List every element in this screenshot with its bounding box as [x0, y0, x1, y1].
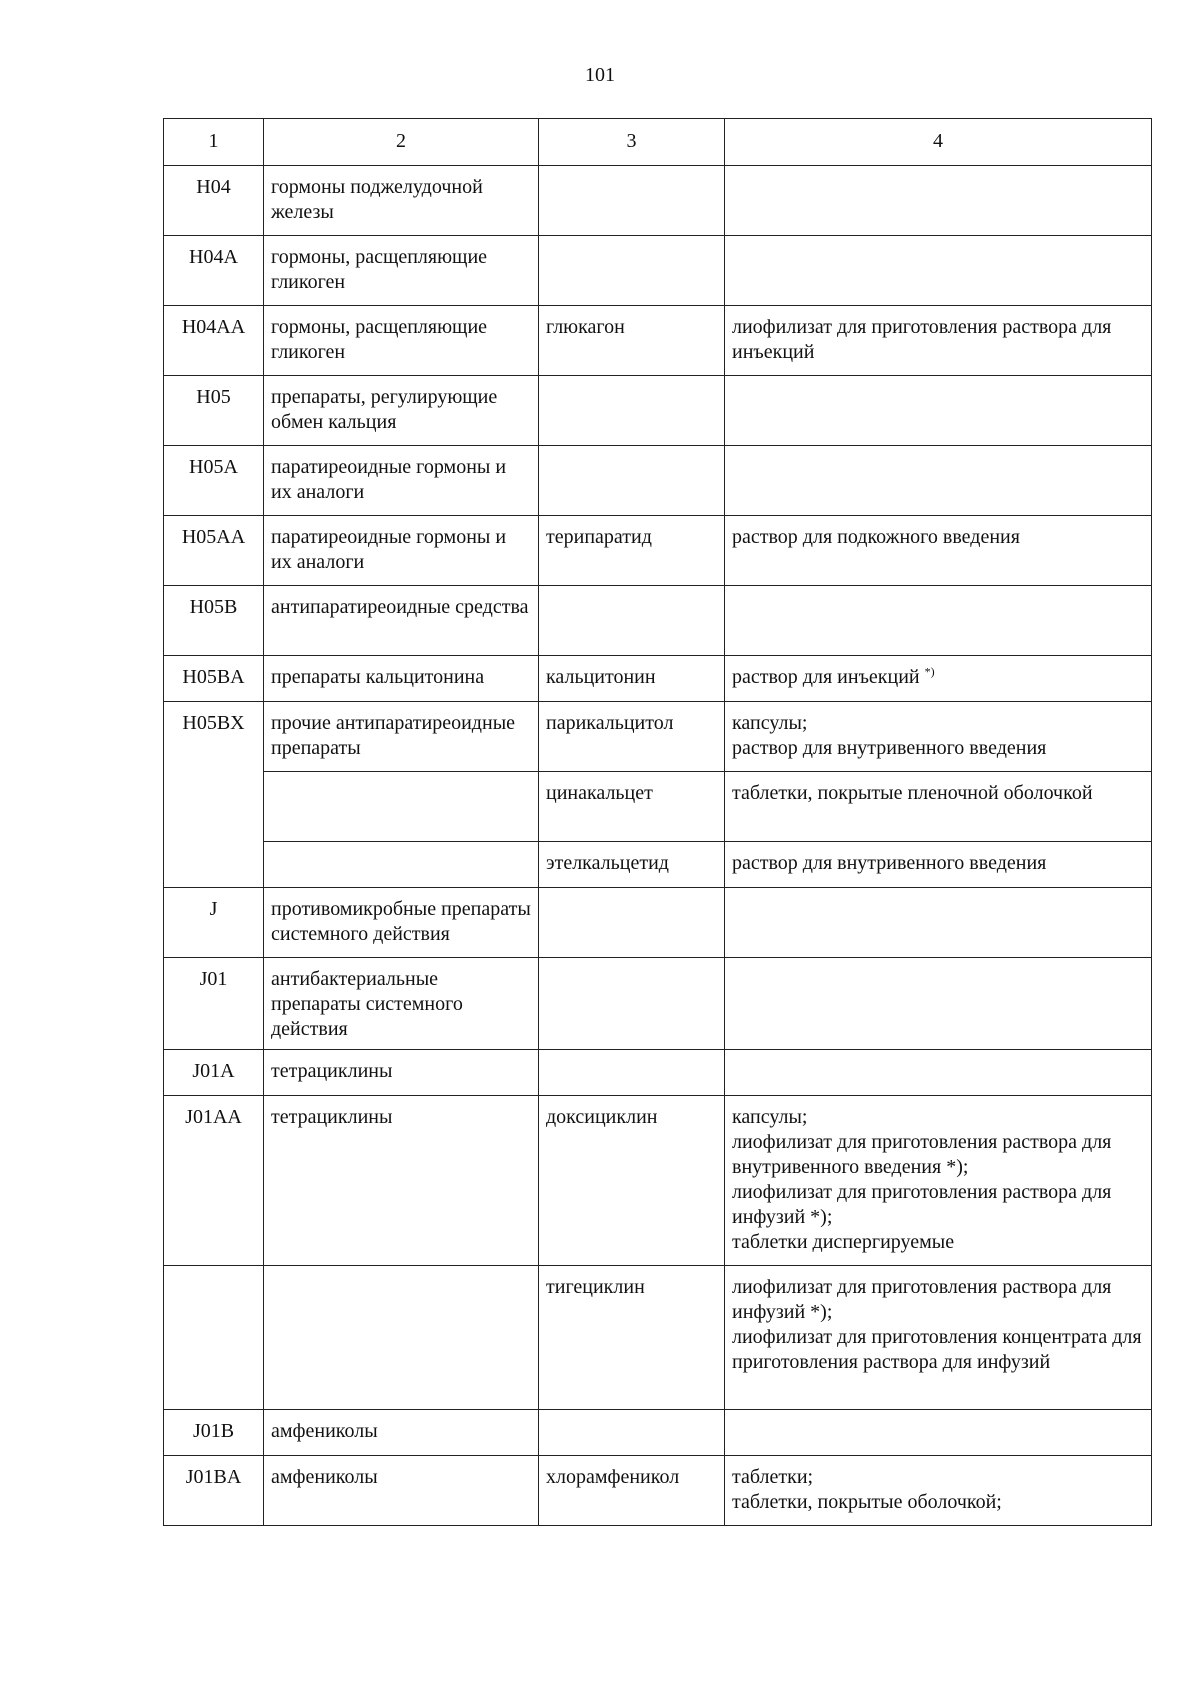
table-row — [164, 1096, 1152, 1266]
group-cell: прочие антипаратиреоидные препараты — [264, 702, 539, 772]
atc-code-cell: J01B — [164, 1410, 264, 1456]
atc-code-cell: H05AA — [164, 516, 264, 586]
group-cell: антипаратиреоидные средства — [264, 586, 539, 656]
group-cell: паратиреоидные гормоны и их аналоги — [264, 516, 539, 586]
column-header: 3 — [539, 119, 725, 166]
atc-code-cell: H05BX — [164, 702, 264, 772]
dosage-form-cell — [725, 656, 1152, 702]
dosage-form-cell — [725, 958, 1152, 1050]
footnote-mark: *) — [924, 664, 935, 679]
atc-code-cell — [164, 772, 264, 842]
group-cell: гормоны, расщепляющие гликоген — [264, 236, 539, 306]
group-cell: антибактериальные препараты системного действия — [264, 958, 539, 1050]
group-cell — [264, 1266, 539, 1410]
table-row — [164, 1456, 1152, 1526]
table-row — [164, 516, 1152, 586]
dosage-form-cell — [725, 1410, 1152, 1456]
atc-code-cell: H04AA — [164, 306, 264, 376]
atc-code-cell: J01 — [164, 958, 264, 1050]
table-row — [164, 236, 1152, 306]
group-cell: гормоны, расщепляющие гликоген — [264, 306, 539, 376]
group-cell: паратиреоидные гормоны и их аналоги — [264, 446, 539, 516]
dosage-form-cell — [725, 772, 1152, 842]
atc-code-cell: H04 — [164, 166, 264, 236]
dosage-form-cell — [725, 1096, 1152, 1266]
group-cell: тетрациклины — [264, 1096, 539, 1266]
dosage-form-cell — [725, 1050, 1152, 1096]
table-row — [164, 842, 1152, 888]
dosage-form-cell — [725, 842, 1152, 888]
drug-name-cell — [539, 236, 725, 306]
dosage-form-line: раствор для подкожного введения — [732, 526, 1020, 548]
drug-name-cell — [539, 1050, 725, 1096]
atc-code-cell: H04A — [164, 236, 264, 306]
table-row — [164, 1050, 1152, 1096]
drug-name-cell — [539, 888, 725, 958]
dosage-form-cell — [725, 166, 1152, 236]
atc-code-cell: J01BA — [164, 1456, 264, 1526]
table-row — [164, 702, 1152, 772]
table-row — [164, 1266, 1152, 1410]
dosage-form-cell — [725, 1266, 1152, 1410]
atc-code-cell: H05A — [164, 446, 264, 516]
drug-name-cell — [539, 446, 725, 516]
dosage-form-line: лиофилизат для приготовления раствора для внутривенного введения *); — [732, 1131, 1112, 1178]
drug-name-cell — [539, 586, 725, 656]
group-cell — [264, 772, 539, 842]
drug-name-cell: этелкальцетид — [539, 842, 725, 888]
drug-name-cell: цинакальцет — [539, 772, 725, 842]
dosage-form-line: лиофилизат для приготовления раствора для инфузий *); — [732, 1276, 1112, 1323]
group-cell — [264, 842, 539, 888]
table-row — [164, 586, 1152, 656]
dosage-form-cell — [725, 236, 1152, 306]
atc-code-cell: J — [164, 888, 264, 958]
dosage-form-cell — [725, 888, 1152, 958]
dosage-form-line: таблетки, покрытые пленочной оболочкой — [732, 782, 1093, 804]
dosage-form-line: раствор для инъекций — [732, 666, 920, 688]
table-row — [164, 958, 1152, 1050]
dosage-form-line: лиофилизат для приготовления концентрата для приготовления раствора для инфузий — [732, 1326, 1142, 1373]
table-header-row — [164, 119, 1152, 166]
column-header: 2 — [264, 119, 539, 166]
column-header: 1 — [164, 119, 264, 166]
table-row — [164, 888, 1152, 958]
drug-name-cell: глюкагон — [539, 306, 725, 376]
dosage-form-line: таблетки; — [732, 1466, 814, 1488]
table-row — [164, 446, 1152, 516]
drug-name-cell: парикальцитол — [539, 702, 725, 772]
drug-name-cell: тигециклин — [539, 1266, 725, 1410]
drug-name-cell: доксициклин — [539, 1096, 725, 1266]
dosage-form-cell — [725, 1456, 1152, 1526]
dosage-form-cell — [725, 516, 1152, 586]
drug-name-cell — [539, 1410, 725, 1456]
dosage-form-line: лиофилизат для приготовления раствора для инфузий *); — [732, 1181, 1112, 1228]
table-row — [164, 1410, 1152, 1456]
table-row — [164, 376, 1152, 446]
dosage-form-line: капсулы; — [732, 1106, 808, 1128]
drug-name-cell: терипаратид — [539, 516, 725, 586]
dosage-form-line: раствор для внутривенного введения — [732, 737, 1047, 759]
dosage-form-line: таблетки, покрытые оболочкой; — [732, 1491, 1002, 1513]
drug-name-cell: кальцитонин — [539, 656, 725, 702]
dosage-form-cell — [725, 306, 1152, 376]
dosage-form-line: лиофилизат для приготовления раствора для инъекций — [732, 316, 1112, 363]
dosage-form-cell — [725, 586, 1152, 656]
group-cell: амфениколы — [264, 1410, 539, 1456]
column-header: 4 — [725, 119, 1152, 166]
dosage-form-cell — [725, 702, 1152, 772]
group-cell: препараты, регулирующие обмен кальция — [264, 376, 539, 446]
group-cell: противомикробные препараты системного действия — [264, 888, 539, 958]
group-cell: гормоны поджелудочной железы — [264, 166, 539, 236]
group-cell: тетрациклины — [264, 1050, 539, 1096]
atc-code-cell: J01AA — [164, 1096, 264, 1266]
atc-code-cell: H05B — [164, 586, 264, 656]
atc-code-cell — [164, 1266, 264, 1410]
table-row — [164, 306, 1152, 376]
dosage-form-cell — [725, 376, 1152, 446]
dosage-form-line: таблетки диспергируемые — [732, 1231, 955, 1253]
drug-name-cell: хлорамфеникол — [539, 1456, 725, 1526]
group-cell: препараты кальцитонина — [264, 656, 539, 702]
drug-name-cell — [539, 958, 725, 1050]
drug-table — [163, 118, 1152, 1526]
atc-code-cell: J01A — [164, 1050, 264, 1096]
table-row — [164, 166, 1152, 236]
atc-code-cell — [164, 842, 264, 888]
atc-code-cell: H05 — [164, 376, 264, 446]
table-row — [164, 772, 1152, 842]
group-cell: амфениколы — [264, 1456, 539, 1526]
table-row — [164, 656, 1152, 702]
dosage-form-cell — [725, 446, 1152, 516]
dosage-form-line: раствор для внутривенного введения — [732, 852, 1047, 874]
page-number: 101 — [585, 64, 615, 86]
atc-code-cell: H05BA — [164, 656, 264, 702]
drug-name-cell — [539, 376, 725, 446]
drug-name-cell — [539, 166, 725, 236]
dosage-form-line: капсулы; — [732, 712, 808, 734]
